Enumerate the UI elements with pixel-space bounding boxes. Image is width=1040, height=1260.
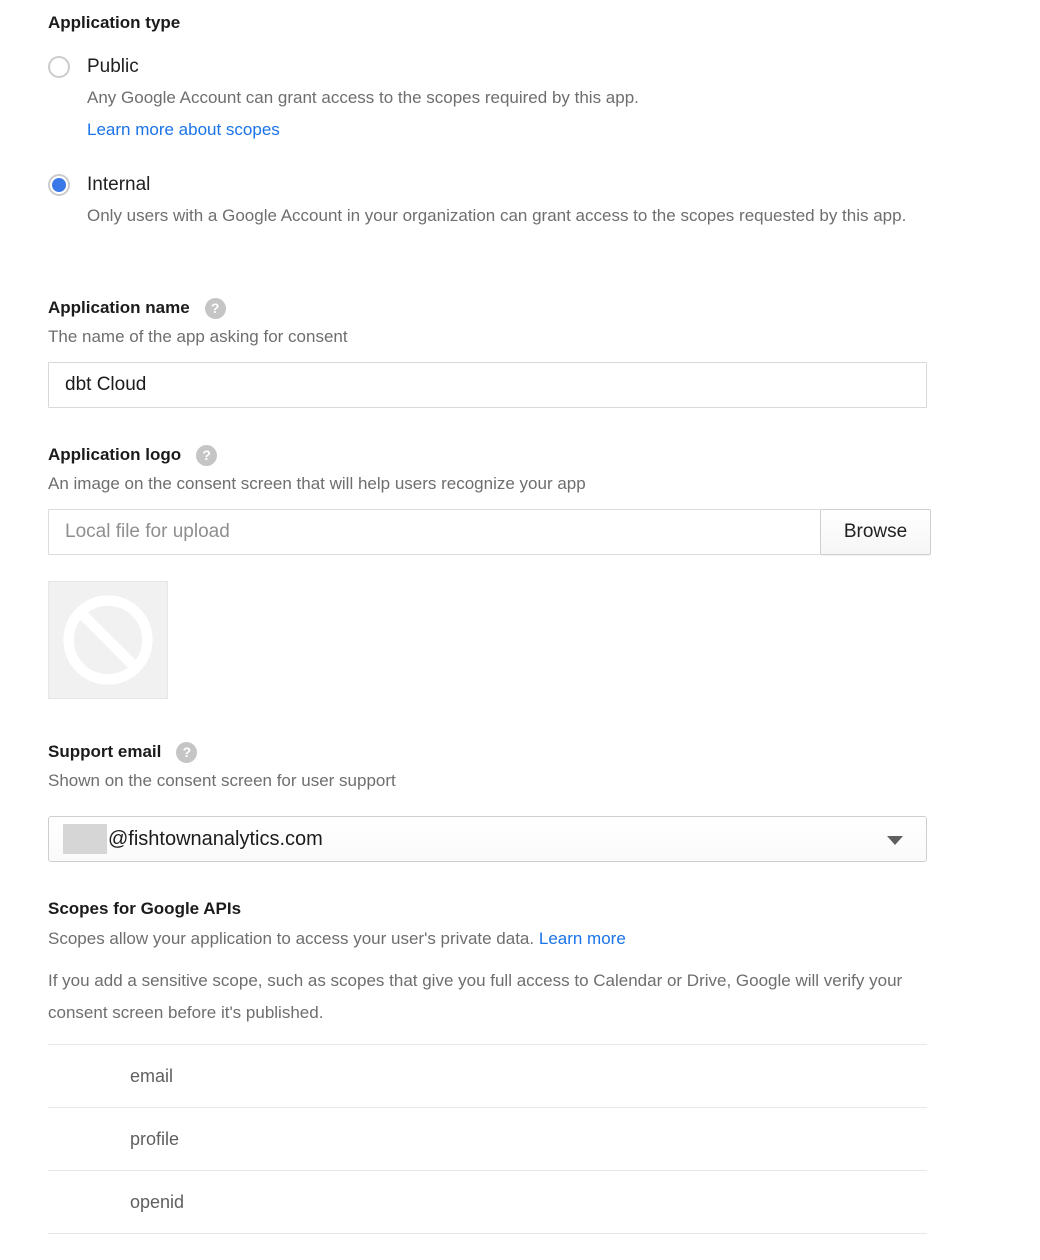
support-email-description: Shown on the consent screen for user support [48,771,396,790]
dropdown-arrow-icon [887,836,903,845]
application-type-label: Application type [48,13,181,32]
support-email-label: Support email [48,742,162,761]
browse-button[interactable]: Browse [820,509,931,555]
scope-row [48,1045,927,1108]
application-logo-label: Application logo [48,445,182,464]
internal-radio[interactable] [48,172,927,198]
scope-row [48,1108,927,1171]
internal-description: Only users with a Google Account in your organization can grant access to the scopes requested by this app. [87,206,907,225]
support-email-select[interactable] [48,816,927,862]
application-name-description: The name of the app asking for consent [48,327,348,346]
radio-unchecked-icon[interactable] [48,56,70,78]
redacted-email-local-part [63,824,107,854]
scopes-learn-more-link[interactable]: Learn more [538,929,626,948]
scope-name: openid [130,1191,185,1212]
radio-option-public [48,54,927,146]
radio-checked-icon[interactable] [48,174,70,196]
application-name-label: Application name [48,298,190,317]
public-description: Any Google Account can grant access to the scopes required by this app. [87,88,639,107]
application-logo-description: An image on the consent screen that will help users recognize your app [48,474,586,493]
learn-more-scopes-link[interactable]: Learn more about scopes [87,120,280,139]
scope-row [48,1171,927,1234]
application-type-group [48,12,927,232]
scope-name: profile [130,1128,180,1149]
scopes-label: Scopes for Google APIs [48,899,242,918]
scopes-section [48,897,927,1234]
application-name-section [48,296,927,408]
scopes-note: If you add a sensitive scope, such as scopes that give you full access to Calendar or Drive, Google will verify your consent screen before it's published. [48,971,903,1022]
scopes-table [48,1044,927,1234]
support-email-value: @fishtownanalytics.com [108,827,323,850]
help-icon[interactable]: ? [176,742,197,763]
application-name-input[interactable] [48,362,927,408]
no-logo-icon [60,592,156,688]
public-radio-label: Public [87,56,139,77]
scopes-description: Scopes allow your application to access your user's private data. Learn more [48,929,626,948]
logo-preview [48,581,168,699]
application-logo-section [48,443,927,699]
radio-option-internal [48,172,927,232]
logo-file-input[interactable] [48,509,820,555]
help-icon[interactable]: ? [205,298,226,319]
help-icon[interactable]: ? [196,445,217,466]
public-radio[interactable] [48,54,927,80]
internal-radio-label: Internal [87,174,151,195]
scope-name: email [130,1065,174,1086]
support-email-section [48,740,927,862]
